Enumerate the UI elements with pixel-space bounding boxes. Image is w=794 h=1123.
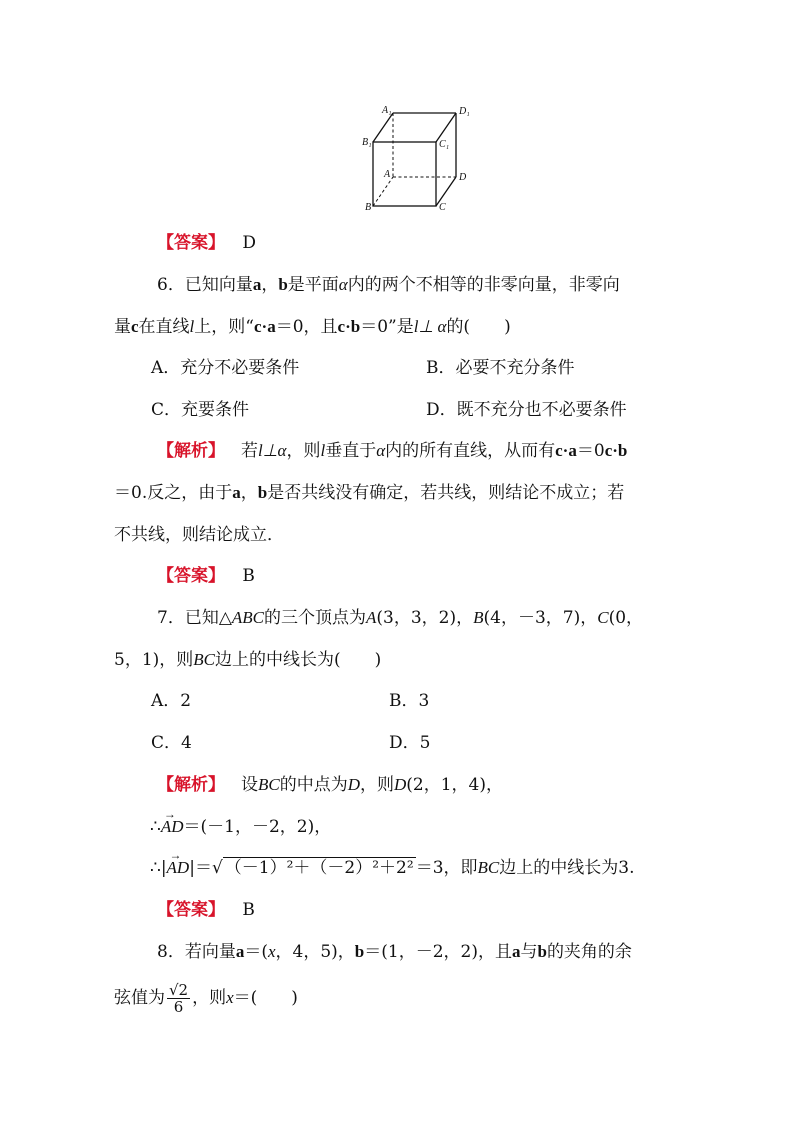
q5-answer: D xyxy=(242,233,257,253)
q7-analysis-line-3: ∴|→ AD|＝√ （－1）²＋（－2）²＋2² ＝3，即BC边上的中线长为3. xyxy=(150,857,635,879)
q7-option-c: C．4 xyxy=(151,733,192,753)
sqrt-radicand: （－1）²＋（－2）²＋2² xyxy=(224,858,414,878)
q7-analysis-line-1: 【解析】 设BC的中点为D，则D(2，1，4)， xyxy=(157,775,504,795)
q6-answer-line: 【答案】 B xyxy=(157,566,255,586)
label-A1: A₁ xyxy=(382,105,392,116)
label-C: C xyxy=(439,202,446,213)
q7-option-b: B．3 xyxy=(389,691,430,711)
q6-option-d: D．既不充分也不必要条件 xyxy=(426,400,627,420)
label-B: B xyxy=(365,202,372,213)
q7-answer-line: 【答案】 B xyxy=(157,900,255,920)
q6-option-b: B．必要不充分条件 xyxy=(426,358,575,378)
q7-option-d: D．5 xyxy=(389,733,431,753)
fraction-sqrt2-over-6: $\frac{√2}{6}$ xyxy=(169,981,189,1016)
label-D: D xyxy=(459,172,467,183)
label-C1: C₁ xyxy=(439,139,450,150)
q6-stem-line-2: 量c在直线l上，则“c·a＝0，且c·b＝0”是l⊥ α的( ) xyxy=(114,317,511,337)
q7-stem-line-2: 5，1)，则BC边上的中线长为( ) xyxy=(114,650,382,670)
q8-stem-line-2: 弦值为 $\frac{√2}{6}$ ，则x＝( ) xyxy=(114,981,298,1016)
label-D1: D₁ xyxy=(459,106,470,117)
q6-analysis-line-1: 【解析】 若l⊥α，则l垂直于α内的所有直线，从而有c·a＝0c·b xyxy=(157,441,628,461)
q8-stem-line-1: 8．若向量a＝(x，4，5)，b＝(1，－2，2)，且a与b的夹角的余 xyxy=(157,942,632,962)
q6-analysis-line-3: 不共线，则结论成立． xyxy=(114,525,284,545)
label-A: A xyxy=(384,169,391,180)
q7-answer: B xyxy=(242,900,255,920)
sqrt-sign: √ xyxy=(211,858,223,878)
vector-AD: → AD xyxy=(161,816,184,838)
cube-figure xyxy=(358,100,478,215)
q6-option-c: C．充要条件 xyxy=(151,400,250,420)
q6-option-a: A．充分不必要条件 xyxy=(151,358,300,378)
q7-option-a: A．2 xyxy=(151,691,192,711)
cube-front-face xyxy=(373,142,436,206)
q7-stem-line-1: 7．已知△ABC的三个顶点为A(3，3，2)，B(4，－3，7)，C(0， xyxy=(157,608,644,628)
vector-AD: → AD xyxy=(167,857,190,879)
q6-stem-line-1: 6．已知向量a，b是平面α内的两个不相等的非零向量，非零向 xyxy=(157,275,620,295)
q7-analysis-line-2: ∴→ AD＝(－1，－2，2)， xyxy=(150,816,331,838)
analysis-label: 【解析】 xyxy=(157,441,225,461)
label-B1: B₁ xyxy=(362,137,372,148)
answer-label: 【答案】 xyxy=(157,233,225,253)
q5-answer-line xyxy=(157,232,256,254)
q6-analysis-line-2: ＝0.反之，由于a，b是否共线没有确定，若共线，则结论不成立；若 xyxy=(114,483,625,503)
q6-answer: B xyxy=(242,566,255,586)
